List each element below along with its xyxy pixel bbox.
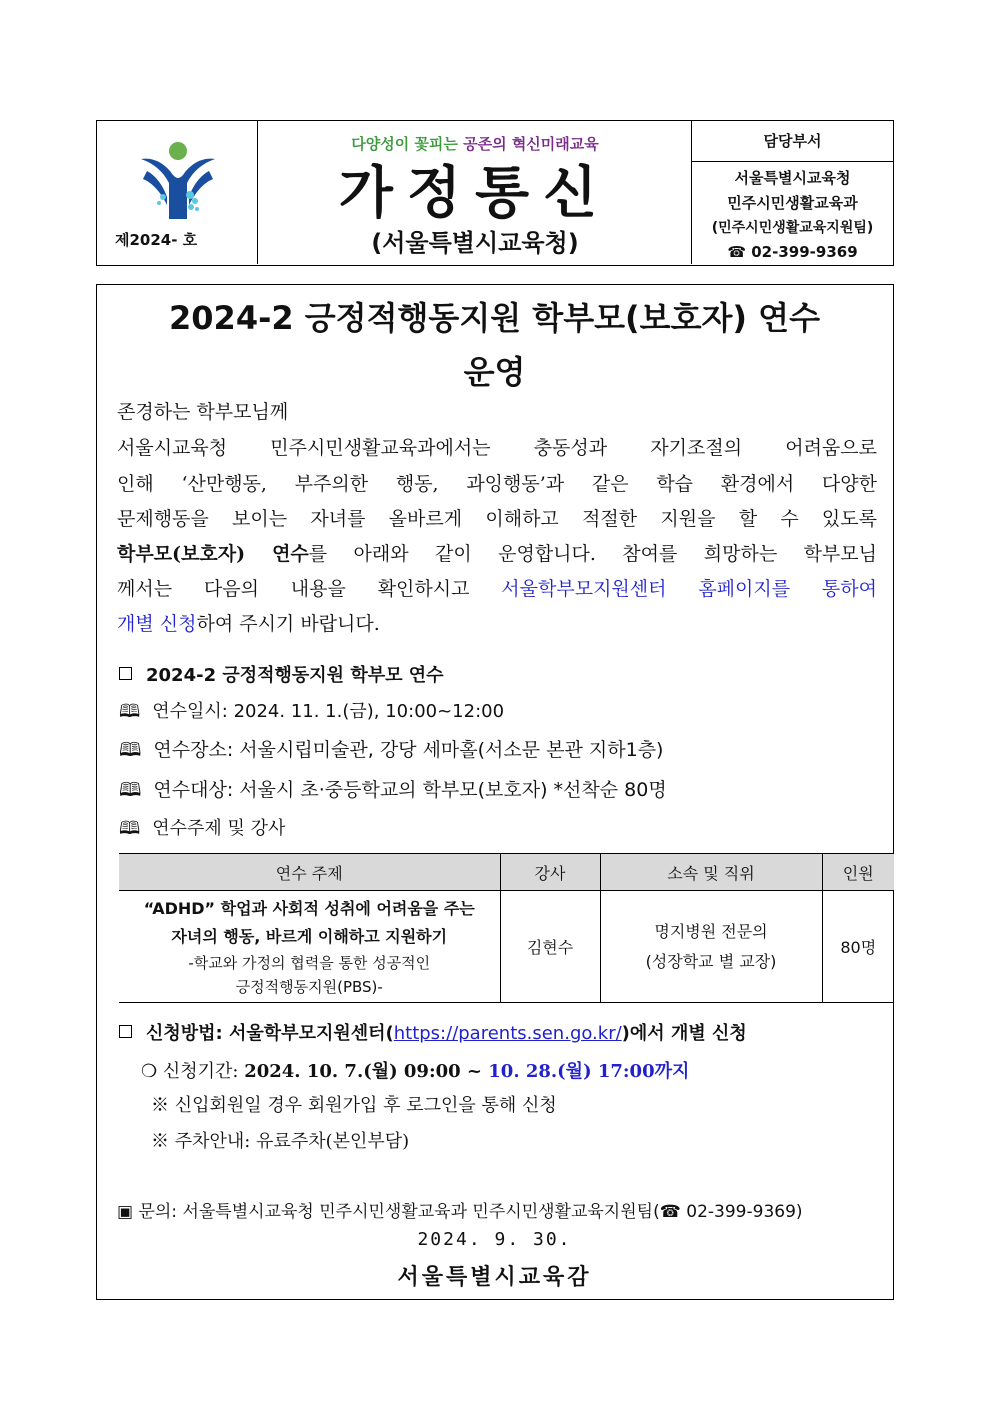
checkbox-square-icon — [119, 1025, 132, 1038]
notice-date: 2024. 9. 30. — [417, 1229, 572, 1250]
topic-cell: “ADHD” 학업과 사회적 성취에 어려움을 주는 자녀의 행동, 바르게 이해하고 지원하기 -학교와 가정의 협력을 통한 성공적인 긍정적행동지원(PBS)- — [119, 891, 500, 1003]
seoul-education-logo — [133, 137, 223, 225]
book-icon: 🕮 — [119, 779, 142, 801]
highlight-text: 개별 신청 — [117, 613, 197, 635]
paragraph-line: 학부모(보호자) 연수를 아래와 같이 운영합니다. 참여를 희망하는 학부모님 — [117, 543, 877, 565]
apply-method: 신청방법: 서울학부모지원센터(https://parents.sen.go.kr/)에서 개별 신청 — [119, 1019, 747, 1045]
letterhead — [96, 120, 894, 266]
department-line: 서울특별시교육청 — [734, 169, 851, 187]
affiliation-cell: 명지병원 전문의 (성장학교 별 교장) — [600, 891, 822, 1003]
lecture-table — [119, 853, 894, 1003]
parking-note: ※ 주차안내: 유료주차(본인부담) — [151, 1131, 410, 1152]
slogan-green: 다양성이 꽃피는 — [351, 135, 458, 153]
book-icon: 🕮 — [119, 701, 141, 722]
page-title: 가정통신 — [338, 161, 612, 226]
highlight-text: 서울학부모지원센터 홈페이지를 통하여 — [501, 578, 877, 600]
table-header-row — [119, 854, 894, 891]
title-cell — [258, 121, 692, 264]
section-heading: 2024-2 긍정적행동지원 학부모 연수 — [119, 661, 444, 687]
paragraph-line: 문제행동을 보이는 자녀를 올바르게 이해하고 적절한 지원을 할 수 있도록 — [117, 508, 877, 530]
page-subtitle: (서울특별시교육청) — [371, 229, 579, 257]
paragraph-line: 인해 ‘산만행동, 부주의한 행동, 과잉행동’과 같은 학습 환경에서 다양한 — [117, 473, 877, 495]
table-row — [119, 891, 894, 1003]
table-header: 연수 주제 — [119, 854, 500, 891]
apply-period: ❍ 신청기간: 2024. 10. 7.(월) 09:00 ~ 10. 28.(월) 17:00까지 — [141, 1061, 690, 1082]
contact-info: ▣ 문의: 서울특별시교육청 민주시민생활교육과 민주시민생활교육지원팀(☎ 02-399-9369) — [117, 1202, 803, 1222]
checkbox-square-icon — [119, 667, 132, 680]
info-item: 🕮 연수주제 및 강사 — [119, 814, 285, 846]
notice-title: 2024-2 긍정적행동지원 학부모(보호자) 연수 — [169, 299, 820, 337]
department-label: 담당부서 — [692, 121, 893, 162]
greeting: 존경하는 학부모님께 — [117, 401, 289, 423]
paragraph-line: 서울시교육청 민주시민생활교육과에서는 충동성과 자기조절의 어려움으로 — [117, 437, 877, 459]
bold-text: 학부모(보호자) 연수 — [117, 543, 309, 565]
book-icon: 🕮 — [119, 739, 142, 761]
apply-note: ※ 신입회원일 경우 회원가입 후 로그인을 통해 신청 — [151, 1095, 557, 1116]
slogan-purple: 공존의 혁신미래교육 — [463, 135, 599, 153]
table-header: 인원 — [822, 854, 894, 891]
department-line: (민주시민생활교육지원팀) — [711, 220, 874, 236]
paragraph-line: 개별 신청하여 주시기 바랍니다. — [117, 613, 380, 635]
circle-bullet-icon: ❍ — [141, 1061, 163, 1082]
instructor-cell: 김현수 — [500, 891, 600, 1003]
parents-site-link[interactable]: https://parents.sen.go.kr/ — [393, 1023, 622, 1044]
department-line: 민주시민생활교육과 — [727, 194, 858, 212]
table-header: 강사 — [500, 854, 600, 891]
book-icon: 🕮 — [119, 818, 141, 839]
info-item: 🕮 연수일시: 2024. 11. 1.(금), 10:00~12:00 — [119, 697, 504, 729]
notice-title-line2: 운영 — [463, 353, 526, 391]
info-item: 🕮 연수대상: 서울시 초·중등학교의 학부모(보호자) *선착순 80명 — [119, 775, 667, 808]
logo-cell — [97, 121, 258, 264]
signature: 서울특별시교육감 — [397, 1265, 592, 1290]
info-item: 🕮 연수장소: 서울시립미술관, 강당 세마홀(서소문 본관 지하1층) — [119, 735, 663, 768]
slogan — [258, 133, 692, 154]
table-header: 소속 및 직위 — [600, 854, 822, 891]
paragraph-line: 께서는 다음의 내용을 확인하시고 서울학부모지원센터 홈페이지를 통하여 — [117, 578, 877, 600]
department-phone: ☎ 02-399-9369 — [727, 243, 858, 261]
count-cell: 80명 — [822, 891, 894, 1003]
notice-body — [96, 284, 894, 1300]
issue-number: 제2024- 호 — [115, 231, 198, 249]
department-cell — [692, 121, 893, 264]
